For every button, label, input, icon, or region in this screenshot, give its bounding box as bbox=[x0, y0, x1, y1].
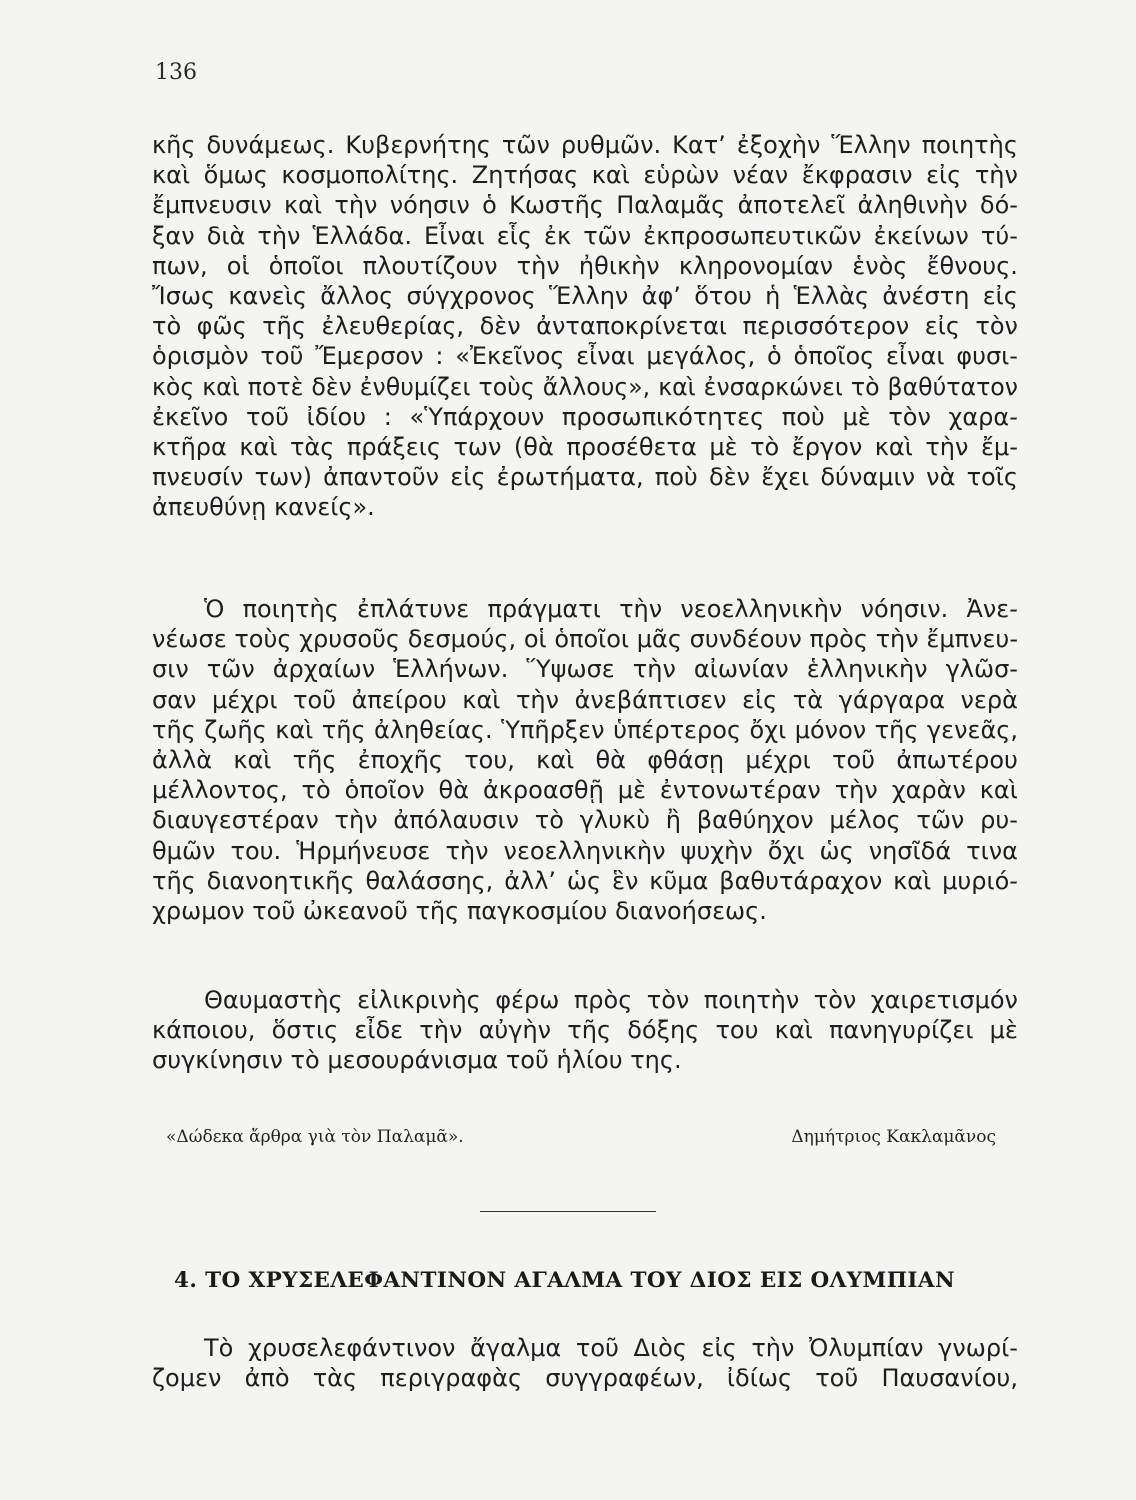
text-line: τῆς διανοητικῆς θαλάσσης, ἀλλ’ ὡς ἓν κῦμα βαθυτάραχον καὶ μυριό- bbox=[152, 866, 1018, 895]
attribution-author: Δημήτριος Κακλαμᾶνος bbox=[791, 1127, 996, 1147]
text-line: Θαυμαστὴς εἰλικρινὴς φέρω πρὸς τὸν ποιητὴν τὸν χαιρετισμόν bbox=[204, 986, 1018, 1014]
text-line: κτῆρα καὶ τὰς πράξεις των (θὰ προσέθετα μὲ τὸ ἔργον καὶ τὴν ἔμ- bbox=[152, 433, 1018, 462]
text-line: πων, οἱ ὁποῖοι πλουτίζουν τὴν ἠθικὴν κληρονομίαν ἑνὸς ἔθνους. bbox=[152, 251, 1018, 280]
text-line: Ὁ ποιητὴς ἐπλάτυνε πράγματι τὴν νεοελληνικὴν νόησιν. Ἀνε- bbox=[204, 595, 1018, 623]
text-line: ξαν διὰ τὴν Ἑλλάδα. Εἶναι εἷς ἐκ τῶν ἐκπροσωπευτικῶν ἐκείνων τύ- bbox=[152, 221, 1018, 250]
text-line: ἔμπνευσιν καὶ τὴν νόησιν ὁ Κωστῆς Παλαμᾶς ἀποτελεῖ ἀληθινὴν δό- bbox=[152, 191, 1018, 220]
paragraph-2 bbox=[152, 594, 1018, 926]
text-line: ὁρισμὸν τοῦ Ἔμερσον : «Ἐκεῖνος εἶναι μεγάλος, ὁ ὁποῖος εἶναι φυσι- bbox=[152, 342, 1018, 371]
text-line: ζομεν ἀπὸ τὰς περιγραφὰς συγγραφέων, ἰδίως τοῦ Παυσανίου, bbox=[152, 1364, 1018, 1393]
paragraph-4 bbox=[152, 1333, 1018, 1393]
text-line: συγκίνησιν τὸ μεσουράνισμα τοῦ ἡλίου της. bbox=[152, 1046, 682, 1075]
paragraph-3 bbox=[152, 985, 1018, 1076]
section-heading: 4. ΤΟ ΧΡΥΣΕΛΕΦΑΝΤΙΝΟΝ ΑΓΑΛΜΑ ΤΟΥ ΔΙΟΣ ΕΙΣ ΟΛΥΜΠΙΑΝ bbox=[174, 1268, 956, 1293]
text-line: διαυγεστέραν τὴν ἀπόλαυσιν τὸ γλυκὺ ἢ βαθύηχον μέλος τῶν ρυ- bbox=[152, 806, 1018, 835]
text-line: χρωμον τοῦ ὠκεανοῦ τῆς παγκοσμίου διανοήσεως. bbox=[152, 897, 767, 926]
text-line: Τὸ χρυσελεφάντινον ἄγαλμα τοῦ Διὸς εἰς τὴν Ὀλυμπίαν γνωρί- bbox=[204, 1334, 1018, 1362]
text-line: τὸ φῶς τῆς ἐλευθερίας, δὲν ἀνταποκρίνεται περισσότερον εἰς τὸν bbox=[152, 312, 1018, 341]
page-number: 136 bbox=[155, 60, 197, 85]
attribution-source: «Δώδεκα ἄρθρα γιὰ τὸν Παλαμᾶ». bbox=[166, 1127, 464, 1147]
section-divider bbox=[480, 1211, 656, 1212]
text-line: κάποιου, ὅστις εἶδε τὴν αὐγὴν τῆς δόξης του καὶ πανηγυρίζει μὲ bbox=[152, 1016, 1018, 1045]
text-line: κὸς καὶ ποτὲ δὲν ἐνθυμίζει τοὺς ἄλλους», καὶ ἐνσαρκώνει τὸ βαθύτατον bbox=[152, 372, 1018, 401]
text-line: ἀπευθύνῃ κανείς». bbox=[152, 493, 375, 522]
text-line: θμῶν του. Ἡρμήνευσε τὴν νεοελληνικὴν ψυχὴν ὄχι ὡς νησῖδά τινα bbox=[152, 836, 1018, 865]
text-line: μέλλοντος, τὸ ὁποῖον θὰ ἀκροασθῇ μὲ ἐντονωτέραν τὴν χαρὰν καὶ bbox=[152, 776, 1018, 805]
text-line: ἐκεῖνο τοῦ ἰδίου : «Ὑπάρχουν προσωπικότητες ποὺ μὲ τὸν χαρα- bbox=[152, 402, 1018, 431]
text-line: Ἴσως κανεὶς ἄλλος σύγχρονος Ἕλλην ἀφ’ ὅτου ἡ Ἑλλὰς ἀνέστη εἰς bbox=[152, 282, 1018, 311]
paragraph-1 bbox=[152, 130, 1018, 523]
text-line: πνευσίν των) ἀπαντοῦν εἰς ἐρωτήματα, ποὺ δὲν ἔχει δύναμιν νὰ τοῖς bbox=[152, 463, 1018, 492]
text-line: κῆς δυνάμεως. Κυβερνήτης τῶν ρυθμῶν. Κατ’ ἐξοχὴν Ἕλλην ποιητὴς bbox=[152, 131, 1018, 159]
text-line: σιν τῶν ἀρχαίων Ἑλλήνων. Ὕψωσε τὴν αἰωνίαν ἑλληνικὴν γλῶσ- bbox=[152, 655, 1018, 684]
text-line: νέωσε τοὺς χρυσοῦς δεσμούς, οἱ ὁποῖοι μᾶς συνδέουν πρὸς τὴν ἔμπνευ- bbox=[152, 625, 1018, 654]
text-line: τῆς ζωῆς καὶ τῆς ἀληθείας. Ὑπῆρξεν ὑπέρτερος ὄχι μόνον τῆς γενεᾶς, bbox=[152, 715, 1018, 744]
text-line: ἀλλὰ καὶ τῆς ἐποχῆς του, καὶ θὰ φθάσῃ μέχρι τοῦ ἀπωτέρου bbox=[152, 746, 1018, 775]
text-line: σαν μέχρι τοῦ ἀπείρου καὶ τὴν ἀνεβάπτισεν εἰς τὰ γάργαρα νερὰ bbox=[152, 685, 1018, 714]
text-line: καὶ ὅμως κοσμοπολίτης. Ζητήσας καὶ εὑρὼν νέαν ἔκφρασιν εἰς τὴν bbox=[152, 161, 1018, 190]
